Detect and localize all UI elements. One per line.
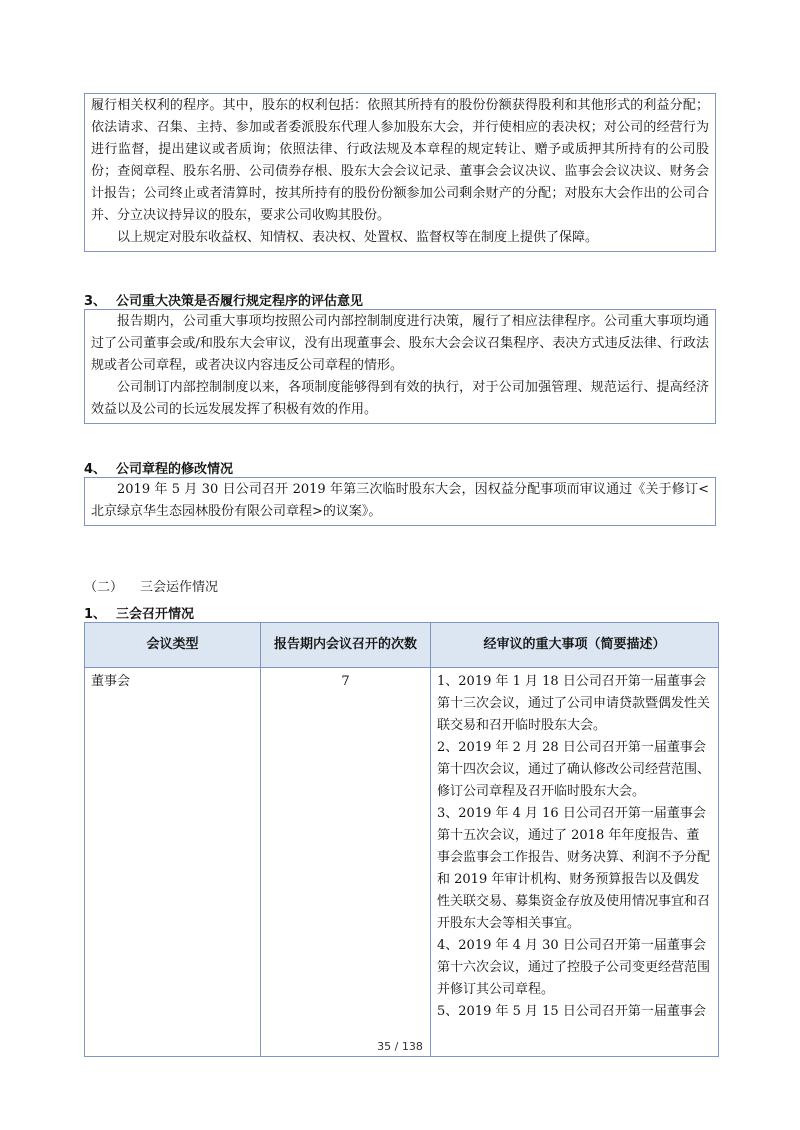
subsection-number: （二） — [84, 580, 124, 595]
paragraph: 以上规定对股东收益权、知情权、表决权、处置权、监督权等在制度上提供了保障。 — [117, 230, 599, 245]
meetings-table — [84, 622, 719, 1057]
section-title: 公司章程的修改情况 — [116, 462, 234, 477]
page-number: 35 / 138 — [377, 1040, 423, 1053]
list-item: 4、2019 年 4 月 30 日公司召开第一届董事会第十六次会议，通过了控股子公司变更经营范围并修订其公司章程。 — [437, 938, 711, 997]
charter-amendment-box — [84, 477, 716, 526]
table-row — [85, 668, 719, 1057]
section-title: 公司重大决策是否履行规定程序的评估意见 — [116, 294, 364, 309]
list-item: 修订公司章程及召开临时股东大会。 — [437, 784, 646, 799]
section-heading — [84, 458, 233, 477]
header-meeting-type: 会议类型 — [85, 623, 261, 668]
paragraph: 履行相关权利的程序。其中，股东的权利包括：依照其所持有的股份份额获得股利和其他形式的利益分配；依法请求、召集、主持、参加或者委派股东代理人参加股东大会，并行使相应的表决权；对公司的经营行为进行监督，提出建议或者质询；依照法律、行政法规及本章程的规定转让、赠予或质押其所持有的公司股份；查阅章程、股东名册、公司债券存根、股东大会会议记录、董事会会议决议、监事会会议决议、财务会计报告；公司终止或者清算时，按其所持有的股份份额参加公司剩余财产的分配；对股东大会作出的公司合并、分立决议持异议的股东，要求公司收购其股份。 — [91, 98, 709, 223]
paragraph: 2019 年 5 月 30 日公司召开 2019 年第三次临时股东大会，因权益分配事项而审议通过《关于修订<北京绿京华生态园林股份有限公司章程>的议案》。 — [91, 482, 709, 519]
section-number: 3、 — [84, 294, 107, 309]
list-item: 3、2019 年 4 月 16 日公司召开第一届董事会第十五次会议，通过了 2018 年年度报告、董事会监事会工作报告、财务决算、利润不予分配和 2019 年审计机构、财务预算报告以及偶发性关联交易、募集资金存放及使用情况事宜和召开股东大会等相关事宜。 — [437, 806, 711, 931]
meeting-count-cell: 7 — [261, 668, 431, 1057]
table-header-row — [85, 623, 719, 668]
list-item: 2、2019 年 2 月 28 日公司召开第一届董事会第十四次会议，通过了确认修改公司经营范围、 — [437, 740, 711, 777]
section-title: 三会召开情况 — [116, 607, 195, 622]
list-item: 1、2019 年 1 月 18 日公司召开第一届董事会第十三次会议，通过了公司申请贷款暨偶发性关联交易和召开临时股东大会。 — [437, 674, 711, 733]
paragraph: 公司制订内部控制制度以来，各项制度能够得到有效的执行，对于公司加强管理、规范运行、提高经济效益以及公司的长远发展发挥了积极有效的作用。 — [91, 380, 709, 417]
section-heading — [84, 603, 194, 622]
decision-evaluation-box — [84, 309, 716, 424]
meeting-type-cell: 董事会 — [85, 668, 261, 1057]
header-meeting-count: 报告期内会议召开的次数 — [261, 623, 431, 668]
subsection-title: 三会运作情况 — [140, 580, 219, 595]
subsection-heading — [84, 576, 218, 595]
header-major-matters: 经审议的重大事项（简要描述） — [431, 623, 719, 668]
section-number: 1、 — [84, 607, 107, 622]
list-item: 5、2019 年 5 月 15 日公司召开第一届董事会 — [437, 1004, 706, 1019]
major-matters-cell — [431, 668, 719, 1057]
section-number: 4、 — [84, 462, 107, 477]
shareholder-rights-box — [84, 93, 716, 252]
section-heading — [84, 290, 363, 309]
paragraph: 报告期内，公司重大事项均按照公司内部控制制度进行决策，履行了相应法律程序。公司重大事项均通过了公司董事会或/和股东大会审议，没有出现董事会、股东大会会议召集程序、表决方式违反法律、行政法规或者公司章程，或者决议内容违反公司章程的情形。 — [91, 314, 709, 373]
